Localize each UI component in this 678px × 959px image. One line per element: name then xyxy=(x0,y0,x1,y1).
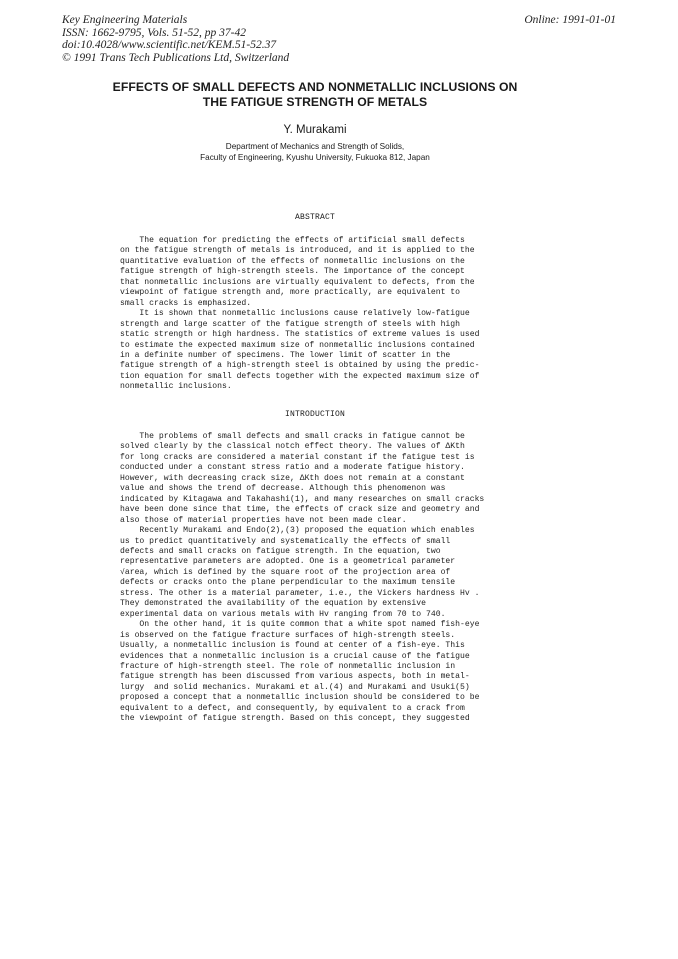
text-line: on the fatigue strength of metals is introduced, and it is applied to the xyxy=(120,246,475,256)
text-line: tion equation for small defects together with the expected maximum size of xyxy=(120,371,480,381)
text-line: small cracks is emphasized. xyxy=(120,298,252,308)
text-line: viewpoint of fatigue strength and, more practically, are equivalent to xyxy=(120,288,460,298)
affiliation xyxy=(0,142,630,163)
text-line: Recently Murakami and Endo(2),(3) proposed the equation which enables xyxy=(120,526,475,536)
text-line: experimental data on various metals with Hv ranging from 70 to 740. xyxy=(120,609,446,619)
text-line: static strength or high hardness. The statistics of extreme values is used xyxy=(120,330,480,340)
text-line: fatigue strength of high-strength steels. The importance of the concept xyxy=(120,267,465,277)
title-line-1: EFFECTS OF SMALL DEFECTS AND NONMETALLIC INCLUSIONS ON xyxy=(112,80,518,94)
text-line: strength and large scatter of the fatigue strength of steels with high xyxy=(120,319,460,329)
text-line: solved clearly by the classical notch effect theory. The values of ΔKth xyxy=(120,442,465,452)
affiliation-line-2: Faculty of Engineering, Kyushu University, Fukuoka 812, Japan xyxy=(200,152,430,162)
text-line: They demonstrated the availability of the equation by extensive xyxy=(120,599,426,609)
abstract-body xyxy=(120,236,515,393)
text-line: defects or cracks onto the plane perpendicular to the maximum tensile xyxy=(120,578,456,588)
issn-line: ISSN: 1662-9795, Vols. 51-52, pp 37-42 xyxy=(62,26,246,39)
text-line: the viewpoint of fatigue strength. Based on this concept, they suggested xyxy=(120,714,470,724)
journal-name: Key Engineering Materials xyxy=(62,14,188,26)
text-line: proposed a concept that a nonmetallic inclusion should be considered to be xyxy=(120,693,480,703)
text-line: representative parameters are adopted. One is a geometrical parameter xyxy=(120,557,456,567)
text-line: also those of material properties have not been made clear. xyxy=(120,515,407,525)
doi-line: doi:10.4028/www.scientific.net/KEM.51-52.37 xyxy=(62,39,277,51)
text-line: nonmetallic inclusions. xyxy=(120,382,232,392)
text-line: fracture of high-strength steel. The role of nonmetallic inclusion in xyxy=(120,661,456,671)
abstract-heading: ABSTRACT xyxy=(294,213,335,222)
text-line: that nonmetallic inclusions are virtually equivalent to defects, from the xyxy=(120,277,475,287)
introduction-body xyxy=(120,432,515,725)
online-date: Online: 1991-01-01 xyxy=(524,14,616,26)
text-line: Usually, a nonmetallic inclusion is found at center of a fish-eye. This xyxy=(120,641,465,651)
title-line-2: THE FATIGUE STRENGTH OF METALS xyxy=(202,95,428,109)
text-line: The equation for predicting the effects of artificial small defects xyxy=(120,236,465,245)
text-line: However, with decreasing crack size, ΔKth does not remain at a constant xyxy=(120,473,465,483)
text-line: defects and small cracks on fatigue strength. In the equation, two xyxy=(120,546,441,556)
text-line: have been done since that time, the effects of crack size and geometry and xyxy=(120,505,480,515)
text-line: fatigue strength of a high-strength steel is obtained by using the predic- xyxy=(120,361,480,371)
author-name: Y. Murakami xyxy=(283,124,347,136)
text-line: lurgy and solid mechanics. Murakami et al.(4) and Murakami and Usuki(5) xyxy=(120,682,470,692)
journal-header xyxy=(62,14,616,64)
text-line: indicated by Kitagawa and Takahashi(1), and many researches on small cracks xyxy=(120,494,485,504)
text-line: √area, which is defined by the square root of the projection area of xyxy=(120,567,451,577)
paper-title xyxy=(95,80,535,110)
text-line: On the other hand, it is quite common that a white spot named fish-eye xyxy=(120,620,480,630)
text-line: evidences that a nonmetallic inclusion is a crucial cause of the fatigue xyxy=(120,651,470,661)
affiliation-line-1: Department of Mechanics and Strength of Solids, xyxy=(225,142,405,151)
text-line: value and shows the trend of decrease. Although this phenomenon was xyxy=(120,484,446,494)
text-line: in a definite number of specimens. The lower limit of scatter in the xyxy=(120,350,451,360)
text-line: equivalent to a defect, and consequently, by equivalent to a crack from xyxy=(120,703,465,713)
text-line: for long cracks are considered a material constant if the fatigue test is xyxy=(120,452,475,462)
text-line: to estimate the expected maximum size of nonmetallic inclusions contained xyxy=(120,340,475,350)
text-line: stress. The other is a material parameter, i.e., the Vickers hardness Hv . xyxy=(120,588,480,598)
text-line: quantitative evaluation of the effects of nonmetallic inclusions on the xyxy=(120,256,465,266)
text-line: The problems of small defects and small cracks in fatigue cannot be xyxy=(120,432,465,441)
introduction-heading: INTRODUCTION xyxy=(284,410,345,419)
copyright-line: © 1991 Trans Tech Publications Ltd, Switzerland xyxy=(62,51,290,64)
text-line: It is shown that nonmetallic inclusions cause relatively low-fatigue xyxy=(120,309,470,319)
text-line: fatigue strength has been discussed from various aspects, both in metal- xyxy=(120,672,470,682)
text-line: conducted under a constant stress ratio and a moderate fatigue history. xyxy=(120,463,465,473)
text-line: is observed on the fatigue fracture surfaces of high-strength steels. xyxy=(120,630,456,640)
text-line: us to predict quantitatively and systematically the effects of small xyxy=(120,536,451,546)
